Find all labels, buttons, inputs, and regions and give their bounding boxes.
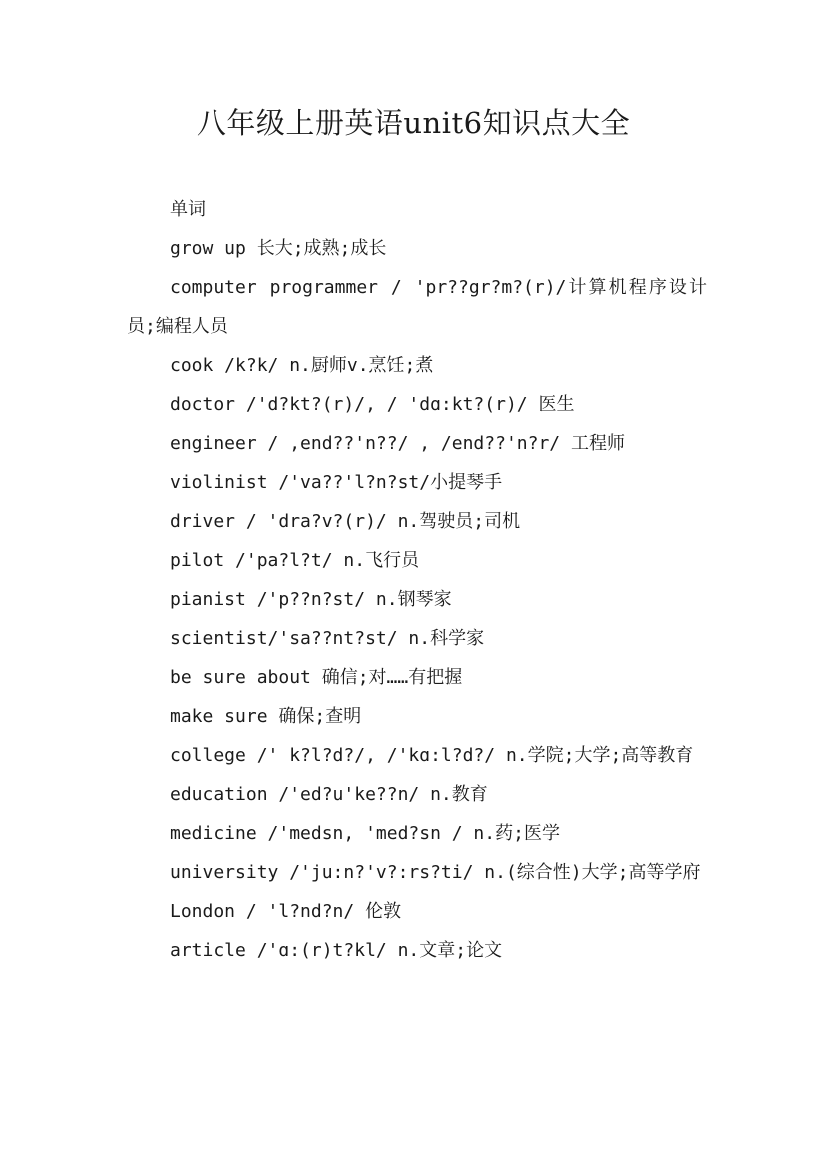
paragraph: violinist /'va??'l?n?st/小提琴手 — [170, 472, 503, 493]
paragraph: college /' k?l?d?/, /'kɑ:l?d?/ n.学院;大学;高等教育 — [170, 745, 694, 766]
paragraph: grow up 长大;成熟;成长 — [170, 238, 387, 259]
paragraph: pilot /'pa?l?t/ n.飞行员 — [170, 550, 420, 571]
document-body — [127, 190, 707, 970]
paragraph: computer programmer / 'pr??gr?m?(r)/计算机程序设计员;编程人员 — [127, 277, 707, 337]
paragraph: university /'ju:n?'v?:rs?ti/ n.(综合性)大学;高等学府 — [170, 862, 701, 883]
paragraph: engineer / ,end??'n??/ , /end??'n?r/ 工程师 — [170, 433, 625, 454]
paragraph: education /'ed?u'ke??n/ n.教育 — [170, 784, 488, 805]
paragraph: cook /k?k/ n.厨师v.烹饪;煮 — [170, 355, 434, 376]
paragraph: London / 'l?nd?n/ 伦敦 — [170, 901, 402, 922]
paragraph: be sure about 确信;对……有把握 — [170, 667, 463, 688]
paragraph: make sure 确保;查明 — [170, 706, 362, 727]
paragraph: 单词 — [170, 199, 206, 220]
document-title: 八年级上册英语unit6知识点大全 — [196, 106, 631, 140]
paragraph: scientist/'sa??nt?st/ n.科学家 — [170, 628, 485, 649]
paragraph: pianist /'p??n?st/ n.钢琴家 — [170, 589, 452, 610]
paragraph: doctor /'d?kt?(r)/, / 'dɑ:kt?(r)/ 医生 — [170, 394, 575, 415]
paragraph: article /'ɑ:(r)t?kl/ n.文章;论文 — [170, 940, 503, 961]
paragraph: medicine /'medsn, 'med?sn / n.药;医学 — [170, 823, 560, 844]
paragraph: driver / 'dra?v?(r)/ n.驾驶员;司机 — [170, 511, 521, 532]
